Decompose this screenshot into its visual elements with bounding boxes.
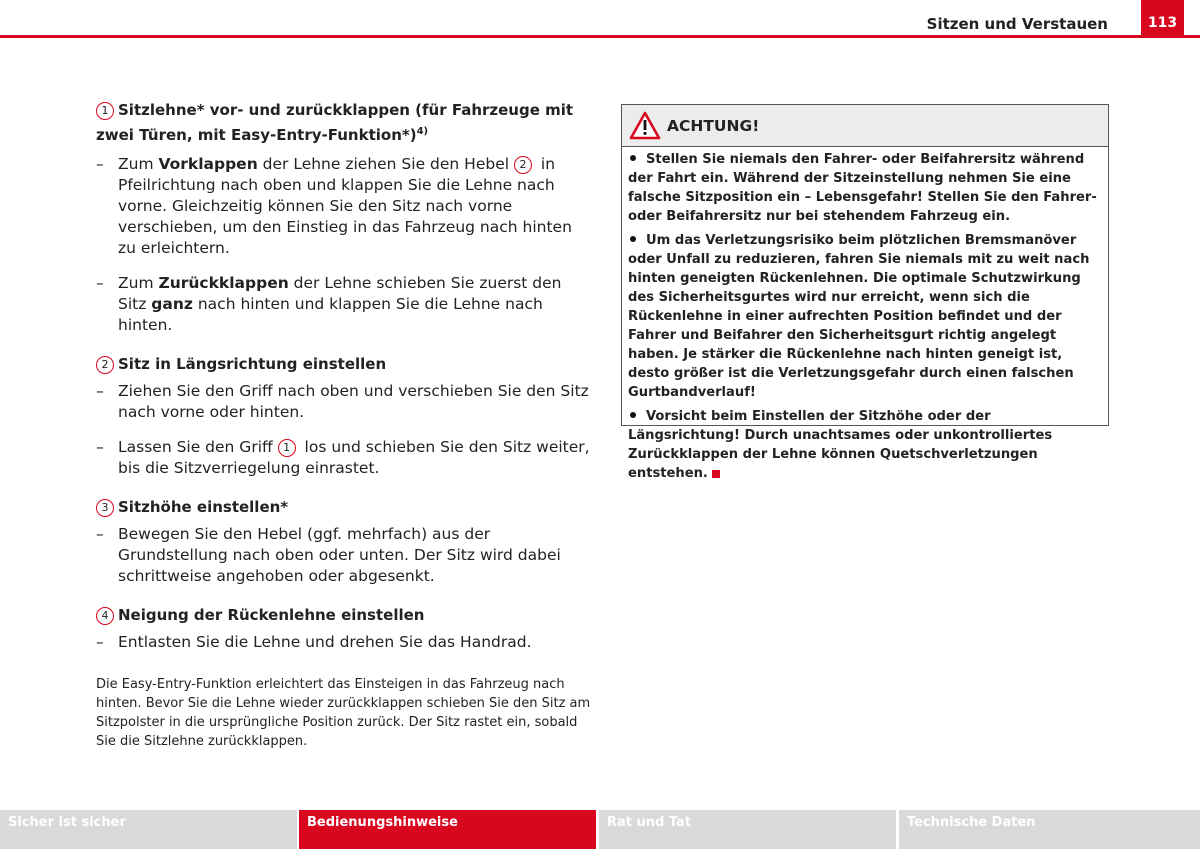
warning-header — [622, 105, 1108, 147]
text: Bewegen Sie den Hebel (ggf. mehrfach) aus der Grundstellung nach oben oder unten. Der Sitz wird dabei schrittweise angehoben oder abgesenkt. — [118, 525, 561, 585]
dash: – — [96, 525, 104, 543]
warning-item — [628, 150, 1102, 226]
warning-item — [628, 231, 1102, 402]
section-4-title — [96, 605, 592, 626]
step-griff-loslassen — [96, 437, 592, 479]
number-circle-ref: 2 — [514, 156, 532, 174]
section-1-title-text: Sitzlehne* vor- und zurückklappen (für Fahrzeuge mit zwei Türen, mit Easy-Entry-Funktion*) — [96, 101, 574, 144]
footer-tab-rat-und-tat[interactable] — [599, 810, 896, 849]
step-vorklappen — [96, 154, 592, 259]
footnote-ref: 4) — [416, 126, 429, 137]
page-header — [0, 0, 1200, 38]
bold-term: ganz — [151, 295, 193, 313]
warning-item — [628, 407, 1102, 483]
step-griff-ziehen — [96, 381, 592, 423]
text: in Pfeilrichtung nach oben und klappen Sie die Lehne nach vorne. Gleichzeitig können Sie den Sitz nach vorne verschieben, um den Einstieg in das Fahrzeug nach hinten zu erleichtern. — [118, 155, 572, 257]
dash: – — [96, 274, 104, 292]
footer-tab-sicher-ist-sicher[interactable] — [0, 810, 297, 849]
section-2-title-text: Sitz in Längsrichtung einstellen — [118, 355, 387, 373]
section-1-title — [96, 100, 592, 146]
bullet-icon — [630, 412, 636, 418]
header-rule — [0, 35, 1200, 38]
warning-body — [622, 147, 1108, 483]
bullet-icon — [630, 236, 636, 242]
bold-term: Zurückklappen — [158, 274, 289, 292]
page-number: 113 — [1147, 15, 1178, 31]
text: Zum — [118, 155, 159, 173]
footer-tab-technische-daten[interactable] — [899, 810, 1200, 849]
warning-item-text: Vorsicht beim Einstellen der Sitzhöhe oder der Längsrichtung! Durch unachtsames oder unkontrolliertes Zurückklappen der Lehne können Quetschverletzungen entstehen. — [628, 409, 1053, 481]
warning-item-text: Um das Verletzungsrisiko beim plötzlichen Bremsmanöver oder Unfall zu reduzieren, fahren Sie niemals mit zu weit nach hinten geneigten Rückenlehnen. Die optimale Schutzwirkung des Sicherheitsgurtes wird nur erreicht, wenn sich die Rückenlehne in einer aufrechten Position befindet und der Fahrer und Beifahrer den Sicherheitsgurt richtig angelegt haben. Je stärker die Rückenlehne nach hinten geneigt ist, desto größer ist die Verletzungsgefahr durch einen falschen Gurtbandverlauf! — [628, 233, 1090, 400]
section-3-title-text: Sitzhöhe einstellen* — [118, 498, 289, 516]
number-circle-2: 2 — [96, 356, 114, 374]
number-circle-1: 1 — [96, 102, 114, 120]
number-circle-3: 3 — [96, 499, 114, 517]
number-circle-4: 4 — [96, 607, 114, 625]
section-3-title — [96, 497, 592, 518]
text: los und schieben Sie den Sitz weiter, bis die Sitzverriegelung einrastet. — [118, 438, 590, 477]
number-circle-ref: 1 — [278, 439, 296, 457]
text: der Lehne ziehen Sie den Hebel — [257, 155, 514, 173]
text: Lassen Sie den Griff — [118, 438, 278, 456]
text: Zum — [118, 274, 159, 292]
bold-term: Vorklappen — [158, 155, 258, 173]
section-4-title-text: Neigung der Rückenlehne einstellen — [118, 606, 425, 624]
step-sitzhoehe — [96, 524, 592, 587]
bullet-icon — [630, 155, 636, 161]
page-number-badge — [1141, 0, 1184, 38]
footnote-text: Die Easy-Entry-Funktion erleichtert das Einsteigen in das Fahrzeug nach hinten. Bevor Sie die Lehne wieder zurückklappen schieben Sie den Sitz am Sitzpolster in die ursprüngliche Position zurück. Der Sitz rastet ein, sobald Sie die Sitzlehne zurückklappen. — [96, 677, 591, 749]
text: der Lehne schieben Sie zuerst den Sitz — [118, 274, 562, 313]
text: nach hinten und klappen Sie die Lehne nach hinten. — [118, 295, 543, 334]
footer-tab-label: Rat und Tat — [607, 815, 692, 830]
dash: – — [96, 155, 104, 173]
step-zurueckklappen — [96, 273, 592, 336]
warning-title: ACHTUNG! — [667, 117, 760, 135]
footer-nav — [0, 810, 1200, 849]
warning-item-text: Stellen Sie niemals den Fahrer- oder Beifahrersitz während der Fahrt ein. Während der Sitzeinstellung nehmen Sie eine falsche Sitzposition ein – Lebensgefahr! Stellen Sie den Fahrer- oder Beifahrersitz nur bei stehendem Fahrzeug ein. — [628, 152, 1097, 224]
footer-tab-label: Sicher ist sicher — [8, 815, 126, 830]
dash: – — [96, 438, 104, 456]
step-handrad — [96, 632, 592, 653]
end-mark-icon — [712, 470, 720, 478]
warning-triangle-icon — [629, 111, 661, 140]
dash: – — [96, 633, 104, 651]
warning-box — [621, 104, 1109, 481]
text: Ziehen Sie den Griff nach oben und verschieben Sie den Sitz nach vorne oder hinten. — [118, 382, 589, 421]
instructions-column — [96, 100, 592, 751]
dash: – — [96, 382, 104, 400]
footer-tab-bedienungshinweise[interactable] — [299, 810, 596, 849]
section-2-title — [96, 354, 592, 375]
text: Entlasten Sie die Lehne und drehen Sie das Handrad. — [118, 633, 532, 651]
footer-tab-label: Technische Daten — [907, 815, 1036, 830]
footer-tab-label: Bedienungshinweise — [307, 815, 458, 830]
chapter-title: Sitzen und Verstauen — [926, 15, 1108, 33]
